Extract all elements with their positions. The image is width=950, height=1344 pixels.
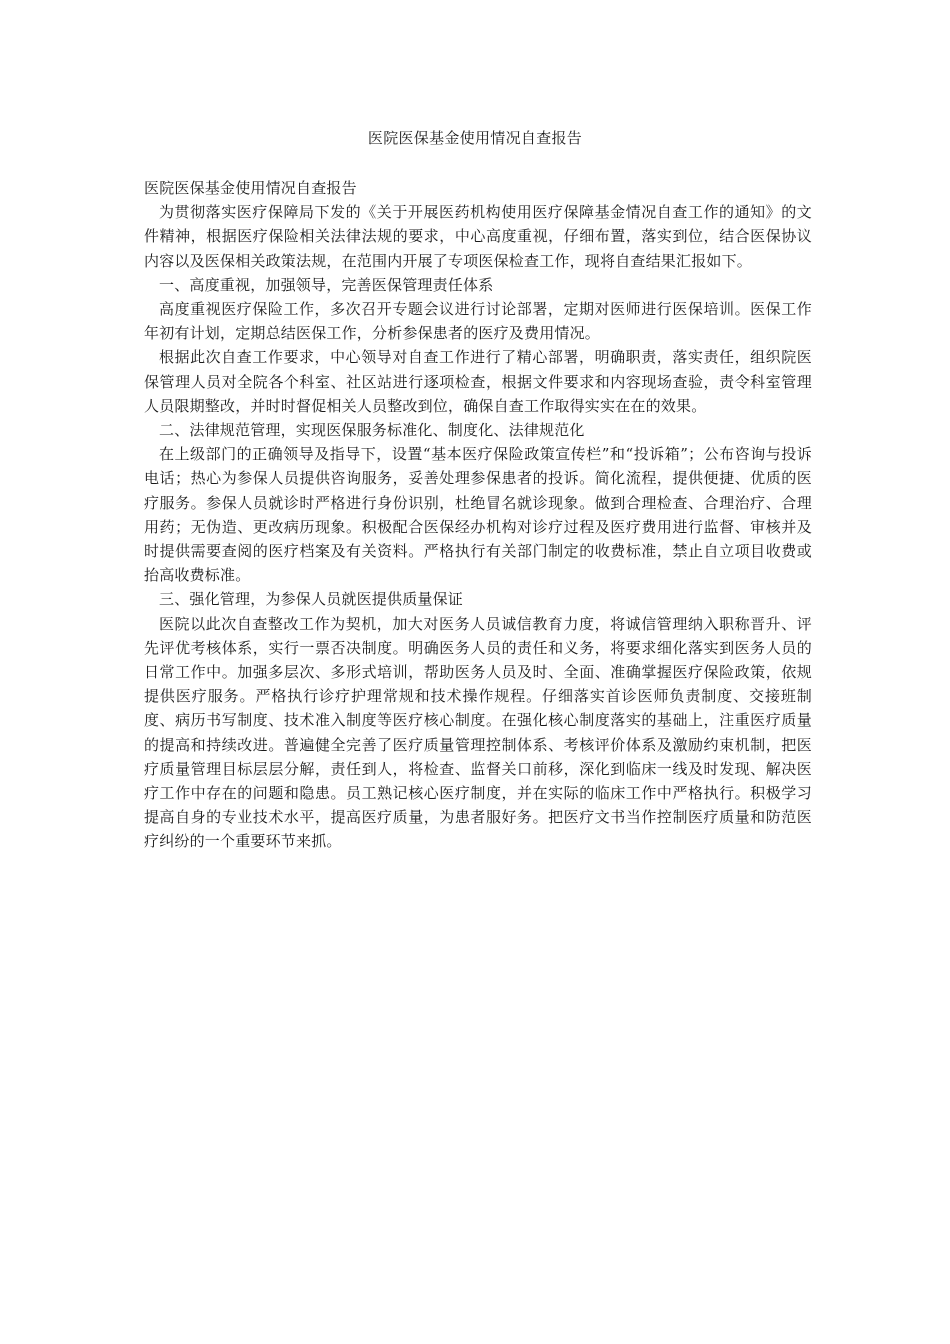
- section-heading-1: 一、高度重视，加强领导，完善医保管理责任体系: [159, 275, 494, 294]
- document-body: [144, 176, 812, 854]
- body-heading: 医院医保基金使用情况自查报告: [144, 179, 357, 197]
- section-heading-3: 三、强化管理，为参保人员就医提供质量保证: [159, 590, 464, 609]
- section-heading-2: 二、法律规范管理，实现医保服务标准化、制度化、法律规范化: [159, 421, 585, 440]
- paragraph-section-1b: 根据此次自查工作要求，中心领导对自查工作进行了精心部署，明确职责，落实责任，组织院医保管理人员对全院各个科室、社区站进行逐项检查，根据文件要求和内容现场查验，责令科室管理人员限期整改，并时时督促相关人员整改到位，确保自查工作取得实实在在的效果。: [144, 348, 812, 415]
- paragraph-section-2: 在上级部门的正确领导及指导下，设置“基本医疗保险政策宣传栏”和“投诉箱”；公布咨询与投诉电话；热心为参保人员提供咨询服务，妥善处理参保患者的投诉。简化流程，提供便捷、优质的医疗服务。参保人员就诊时严格进行身份识别，杜绝冒名就诊现象。做到合理检查、合理治疗、合理用药；无伪造、更改病历现象。积极配合医保经办机构对诊疗过程及医疗费用进行监督、审核并及时提供需要查阅的医疗档案及有关资料。严格执行有关部门制定的收费标准，禁止自立项目收费或抬高收费标准。: [144, 445, 812, 585]
- paragraph-section-1a: 高度重视医疗保险工作，多次召开专题会议进行讨论部署，定期对医师进行医保培训。医保工作年初有计划，定期总结医保工作，分析参保患者的医疗及费用情况。: [144, 300, 812, 343]
- paragraph-section-3: 医院以此次自查整改工作为契机，加大对医务人员诚信教育力度，将诚信管理纳入职称晋升、评先评优考核体系，实行一票否决制度。明确医务人员的责任和义务，将要求细化落实到医务人员的日常工作中。加强多层次、多形式培训，帮助医务人员及时、全面、准确掌握医疗保险政策，依规提供医疗服务。严格执行诊疗护理常规和技术操作规程。仔细落实首诊医师负责制度、交接班制度、病历书写制度、技术准入制度等医疗核心制度。在强化核心制度落实的基础上，注重医疗质量的提高和持续改进。普遍健全完善了医疗质量管理控制体系、考核评价体系及激励约束机制，把医疗质量管理目标层层分解，责任到人，将检查、监督关口前移，深化到临床一线及时发现、解决医疗工作中存在的问题和隐患。员工熟记核心医疗制度，并在实际的临床工作中严格执行。积极学习提高自身的专业技术水平，提高医疗质量，为患者服好务。把医疗文书当作控制医疗质量和防范医疗纠纷的一个重要环节来抓。: [144, 614, 812, 851]
- paragraph-intro: 为贯彻落实医疗保障局下发的《关于开展医药机构使用医疗保障基金情况自查工作的通知》的文件精神，根据医疗保险相关法律法规的要求，中心高度重视，仔细布置，落实到位，结合医保协议内容以及医保相关政策法规，在范围内开展了专项医保检查工作，现将自查结果汇报如下。: [144, 203, 812, 270]
- document-title: 医院医保基金使用情况自查报告: [367, 129, 583, 147]
